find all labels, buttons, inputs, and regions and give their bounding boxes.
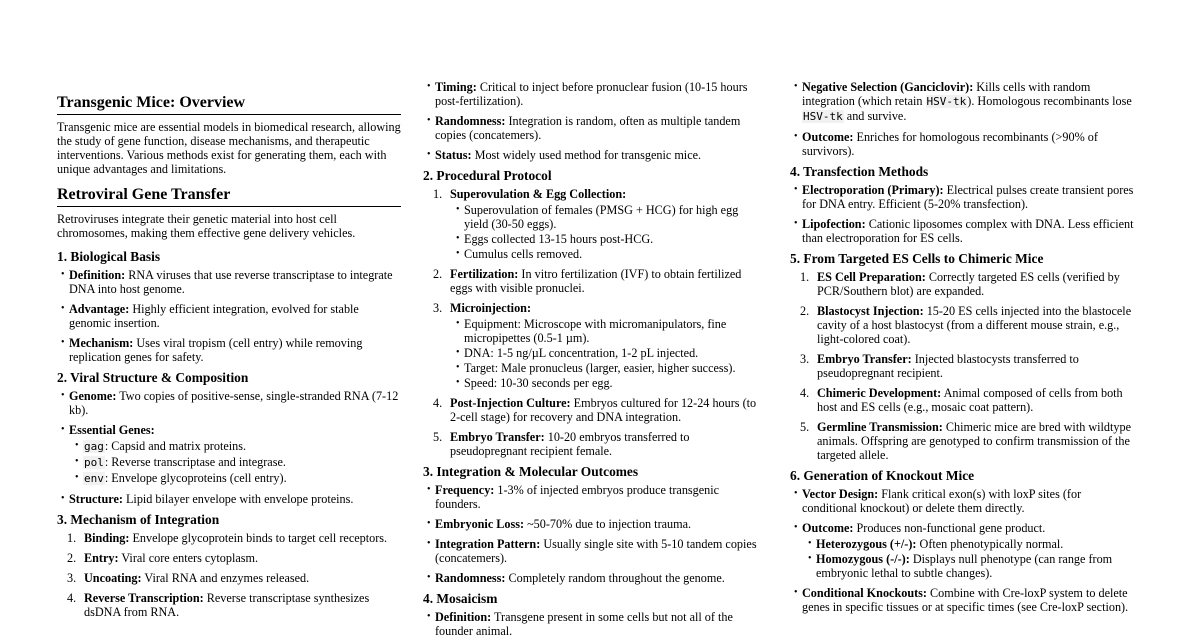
column-3 <box>790 80 1138 620</box>
list-item: 5. Embryo Transfer: 10-20 embryos transferred to pseudopregnant recipient female. <box>433 430 690 458</box>
microinjection-notes-list <box>423 80 765 162</box>
list-item: • Electroporation (Primary): Electrical pulses create transient pores for DNA entry. Efficient (5-20% transfection). <box>790 183 1138 211</box>
list-item: • Randomness: Completely random throughout the genome. <box>423 571 765 585</box>
list-item: 5. Germline Transmission: Chimeric mice are bred with wildtype animals. Offspring are genotyped to confirm transmission of the targeted allele. <box>800 420 1131 462</box>
list-item: • Randomness: Integration is random, often as multiple tandem copies (concatemers). <box>423 114 765 142</box>
list-item: • Conditional Knockouts: Combine with Cre-loxP system to delete genes in specific tissues or at specific times (see Cre-loxP section). <box>790 586 1138 614</box>
list-item: • Outcome: Enriches for homologous recombinants (>90% of survivors). <box>790 130 1138 158</box>
list-item: • Target: Male pronucleus (larger, easier, higher success). <box>450 361 765 375</box>
list-item: 4. Reverse Transcription: Reverse transcriptase synthesizes dsDNA from RNA. <box>67 591 370 619</box>
intro-paragraph: Transgenic mice are essential models in biomedical research, allowing the study of gene function, disease mechanisms, and therapeutic interventions. Various methods exist for generating them, each with unique advantages and limitations. <box>57 120 401 176</box>
section-heading: 4. Transfection Methods <box>790 164 929 179</box>
list-item: 2. Fertilization: In vitro fertilization (IVF) to obtain fertilized eggs with visible pronuclei. <box>433 267 742 295</box>
section-heading: 4. Mosaicism <box>423 591 498 606</box>
list-item: • Cumulus cells removed. <box>450 247 765 261</box>
integration-steps-list <box>57 531 401 619</box>
list-item: • Embryonic Loss: ~50-70% due to injection trauma. <box>423 517 765 531</box>
list-item: 4. Chimeric Development: Animal composed of cells from both host and ES cells (e.g., mosaic coat pattern). <box>800 386 1123 414</box>
section-heading: 3. Integration & Molecular Outcomes <box>423 464 639 479</box>
retroviral-title: Retroviral Gene Transfer <box>57 185 401 207</box>
section-heading: 5. From Targeted ES Cells to Chimeric Mice <box>790 251 1044 266</box>
list-item: • Essential Genes: • gag: Capsid and matrix proteins. • pol: Reverse transcriptase and integrase. • env: Envelope glycoproteins (cell entry). <box>57 423 401 486</box>
biological-basis-list <box>57 268 401 364</box>
list-item: • Mechanism: Uses viral tropism (cell entry) while removing replication genes for safety. <box>57 336 401 364</box>
column-2 <box>423 80 765 644</box>
list-item: • Outcome: Produces non-functional gene product. • Heterozygous (+/-): Often phenotypically normal. • Homozygous (-/-): Displays null phenotype (can range from embryonic lethal to subtle changes). <box>790 521 1138 580</box>
list-item: 1. ES Cell Preparation: Correctly targeted ES cells (verified by PCR/Southern blot) are expanded. <box>800 270 1120 298</box>
list-item: • Lipofection: Cationic liposomes complex with DNA. Less efficient than electroporation for ES cells. <box>790 217 1138 245</box>
list-item: • Vector Design: Flank critical exon(s) with loxP sites (for conditional knockout) or delete them directly. <box>790 487 1138 515</box>
knockout-list <box>790 487 1138 614</box>
list-item: • Frequency: 1-3% of injected embryos produce transgenic founders. <box>423 483 765 511</box>
list-item: 1. Binding: Envelope glycoprotein binds to target cell receptors. <box>67 531 388 545</box>
list-item: • Definition: RNA viruses that use reverse transcriptase to integrate DNA into host genome. <box>57 268 401 296</box>
list-item: • Timing: Critical to inject before pronuclear fusion (10-15 hours post-fertilization). <box>423 80 765 108</box>
retroviral-intro: Retroviruses integrate their genetic material into host cell chromosomes, making them effective gene delivery vehicles. <box>57 212 356 240</box>
list-item: • Homozygous (-/-): Displays null phenotype (can range from embryonic lethal to subtle changes). <box>802 552 1138 580</box>
list-item: • Heterozygous (+/-): Often phenotypically normal. <box>802 537 1138 551</box>
list-item: • Eggs collected 13-15 hours post-HCG. <box>450 232 765 246</box>
list-item: • Superovulation of females (PMSG + HCG) for high egg yield (30-50 eggs). <box>450 203 765 231</box>
transfection-list <box>790 183 1138 245</box>
list-item: • Structure: Lipid bilayer envelope with envelope proteins. <box>57 492 401 506</box>
integration-outcomes-list <box>423 483 765 585</box>
essential-genes-list <box>69 439 401 486</box>
list-item: • pol: Reverse transcriptase and integrase. <box>69 455 401 470</box>
list-item: 3. Uncoating: Viral RNA and enzymes released. <box>67 571 310 585</box>
list-item: • Advantage: Highly efficient integration, evolved for stable genomic insertion. <box>57 302 401 330</box>
list-item: • Definition: Transgene present in some cells but not all of the founder animal. <box>423 610 765 638</box>
list-item: 2. Blastocyst Injection: 15-20 ES cells injected into the blastocele cavity of a host blastocyst (from a different mouse strain, e.g., light-colored coat). <box>800 304 1132 346</box>
list-item: • Speed: 10-30 seconds per egg. <box>450 376 765 390</box>
list-item: 2. Entry: Viral core enters cytoplasm. <box>67 551 259 565</box>
chimeric-steps-list <box>790 270 1138 462</box>
list-item: 4. Post-Injection Culture: Embryos cultured for 12-24 hours (to 2-cell stage) for recovery and DNA integration. <box>433 396 757 424</box>
column-1 <box>57 93 401 625</box>
section-heading: 2. Viral Structure & Composition <box>57 370 249 385</box>
section-heading: 3. Mechanism of Integration <box>57 512 220 527</box>
list-item: 3. Microinjection: • Equipment: Microscope with micromanipulators, fine micropipettes (0.5-1 µm). • DNA: 1-5 ng/µL concentration, 1-2 pL injected. • Target: Male pronucleus (larger, easier, higher success). • Speed: 10-30 seconds per egg. <box>423 301 765 390</box>
list-item: • DNA: 1-5 ng/µL concentration, 1-2 pL injected. <box>450 346 765 360</box>
section-heading: 1. Biological Basis <box>57 249 161 264</box>
list-item: • Integration Pattern: Usually single site with 5-10 tandem copies (concatemers). <box>423 537 765 565</box>
section-heading: 6. Generation of Knockout Mice <box>790 468 975 483</box>
list-item: • Equipment: Microscope with micromanipulators, fine micropipettes (0.5-1 µm). <box>450 317 765 345</box>
section-heading: 2. Procedural Protocol <box>423 168 552 183</box>
selection-list <box>790 80 1138 158</box>
viral-structure-list <box>57 389 401 506</box>
list-item: • env: Envelope glycoproteins (cell entry). <box>69 471 401 486</box>
list-item: 1. Superovulation & Egg Collection: • Superovulation of females (PMSG + HCG) for high egg yield (30-50 eggs). • Eggs collected 13-15 hours post-HCG. • Cumulus cells removed. <box>423 187 765 261</box>
list-item: • Status: Most widely used method for transgenic mice. <box>423 148 765 162</box>
list-item: • Genome: Two copies of positive-sense, single-stranded RNA (7-12 kb). <box>57 389 401 417</box>
list-item: • Negative Selection (Ganciclovir): Kills cells with random integration (which retain HSV-tk). Homologous recombinants lose HSV-tk and survive. <box>790 80 1138 124</box>
list-item: 3. Embryo Transfer: Injected blastocysts transferred to pseudopregnant recipient. <box>800 352 1079 380</box>
mosaicism-list <box>423 610 765 638</box>
page-title: Transgenic Mice: Overview <box>57 93 401 115</box>
procedure-steps-list <box>423 187 765 458</box>
list-item: • gag: Capsid and matrix proteins. <box>69 439 401 454</box>
